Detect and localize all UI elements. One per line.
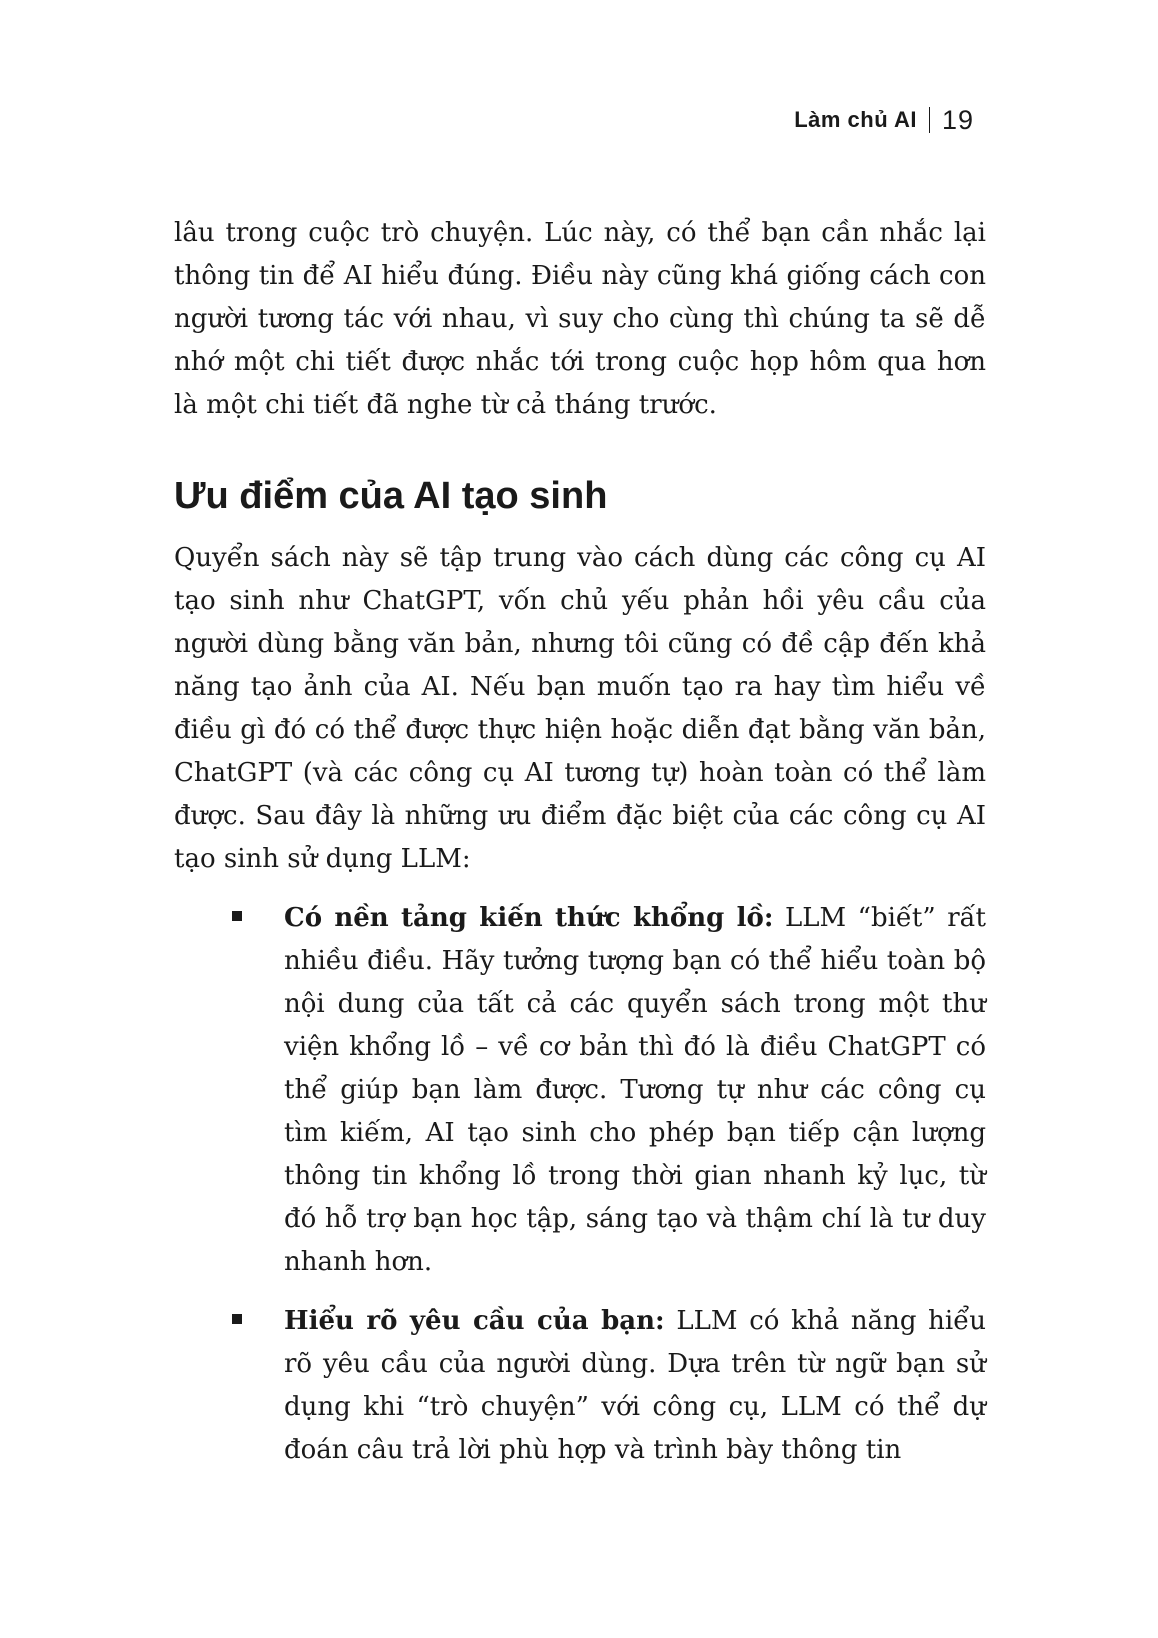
bullet-term: Hiểu rõ yêu cầu của bạn: [284, 1306, 665, 1336]
square-bullet-icon [232, 911, 242, 921]
square-bullet-icon [232, 1314, 242, 1324]
list-item [284, 1300, 986, 1472]
bullet-term: Có nền tảng kiến thức khổng lồ: [284, 903, 774, 933]
intro-paragraph: lâu trong cuộc trò chuyện. Lúc này, có thể bạn cần nhắc lại thông tin để AI hiểu đúng. Điều này cũng khá giống cách con người tương tác với nhau, vì suy cho cùng thì chúng ta sẽ dễ nhớ một chi tiết được nhắc tới trong cuộc họp hôm qua hơn là một chi tiết đã nghe từ cả tháng trước. [174, 218, 986, 420]
advantages-list [174, 897, 986, 1472]
bullet-text: LLM “biết” rất nhiều điều. Hãy tưởng tượng bạn có thể hiểu toàn bộ nội dung của tất cả các quyển sách trong một thư viện khổng lồ – về cơ bản thì đó là điều ChatGPT có thể giúp bạn làm được. Tương tự như các công cụ tìm kiếm, AI tạo sinh cho phép bạn tiếp cận lượng thông tin khổng lồ trong thời gian nhanh kỷ lục, từ đó hỗ trợ bạn học tập, sáng tạo và thậm chí là tư duy nhanh hơn. [284, 903, 987, 1277]
running-head [794, 100, 974, 140]
running-head-separator [929, 107, 930, 133]
list-item [284, 897, 986, 1284]
page-body [174, 212, 986, 1488]
section-paragraph: Quyển sách này sẽ tập trung vào cách dùng các công cụ AI tạo sinh như ChatGPT, vốn chủ yếu phản hồi yêu cầu của người dùng bằng văn bản, nhưng tôi cũng có đề cập đến khả năng tạo ảnh của AI. Nếu bạn muốn tạo ra hay tìm hiểu về điều gì đó có thể được thực hiện hoặc diễn đạt bằng văn bản, ChatGPT (và các công cụ AI tương tự) hoàn toàn có thể làm được. Sau đây là những ưu điểm đặc biệt của các công cụ AI tạo sinh sử dụng LLM: [174, 543, 986, 874]
page-number: 19 [941, 104, 974, 135]
running-head-title: Làm chủ AI [794, 107, 917, 132]
section-heading: Ưu điểm của AI tạo sinh [174, 475, 608, 517]
bullet-text: LLM có khả năng hiểu rõ yêu cầu của người dùng. Dựa trên từ ngữ bạn sử dụng khi “trò chuyện” với công cụ, LLM có thể dự đoán câu trả lời phù hợp và trình bày thông tin [284, 1306, 986, 1465]
